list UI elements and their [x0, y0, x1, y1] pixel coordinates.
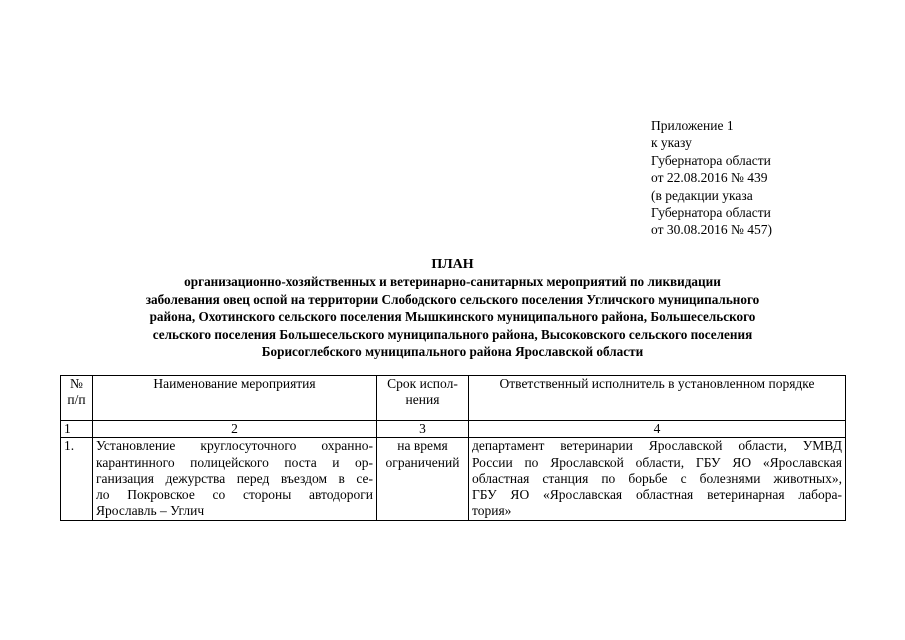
row-executor: [469, 438, 846, 520]
subtitle-line: района, Охотинского сельского поселения Мышкинского муниципального района, Большесельского: [149, 309, 756, 325]
row-term: [377, 438, 469, 520]
header-executor-text: Ответственный исполнитель в установленном порядке: [499, 376, 815, 391]
executor-line: ГБУ ЯО «Ярославская областная ветеринарная лабора-: [472, 487, 842, 503]
appendix-line: Губернатора области: [651, 152, 771, 168]
appendix-line: от 30.08.2016 № 457): [651, 222, 772, 238]
executor-line: областная станция по борьбе с болезнями животных»,: [472, 470, 842, 486]
plan-heading: ПЛАН: [431, 257, 474, 272]
appendix-line: от 22.08.2016 № 439: [651, 170, 768, 186]
header-term-line: нения: [405, 392, 440, 408]
appendix-line: Приложение 1: [651, 118, 734, 133]
executor-line: России по Ярославской области, ГБУ ЯО «Ярославская: [472, 454, 842, 470]
header-term-line: Срок испол-: [387, 376, 458, 391]
term-line: на время: [397, 438, 448, 454]
column-number: 4: [469, 421, 846, 438]
plan-table: [60, 375, 846, 521]
term-line: ограничений: [385, 454, 460, 470]
executor-line: департамент ветеринарии Ярославской области, УМВД: [472, 438, 842, 454]
row-activity: [93, 438, 377, 520]
header-num-line: №: [70, 376, 83, 391]
appendix-line: к указу: [651, 135, 692, 151]
appendix-line: (в редакции указа: [651, 187, 753, 203]
subtitle-line: сельского поселения Большесельского муниципального района, Высоковского сельского поселения: [152, 326, 753, 342]
activity-line: ганизация дежурства перед въездом в се-: [96, 470, 373, 486]
document-title: [60, 256, 845, 361]
header-name-text: Наименование мероприятия: [153, 376, 316, 391]
activity-line: Ярославль – Углич: [96, 503, 205, 519]
plan-subtitle: [60, 273, 845, 361]
activity-line: ло Покровское со стороны автодороги: [96, 487, 373, 503]
header-term: [377, 376, 469, 421]
appendix-line: Губернатора области: [651, 205, 771, 221]
column-number: 2: [93, 421, 377, 438]
subtitle-line: Борисоглебского муниципального района Ярославской области: [261, 344, 644, 360]
activity-line: Установление круглосуточного охранно-: [96, 438, 373, 454]
subtitle-line: заболевания овец оспой на территории Слободского сельского поселения Угличского муниципального: [145, 291, 760, 307]
table-row: [61, 438, 846, 520]
column-numbers-row: [61, 421, 846, 438]
header-name: [93, 376, 377, 421]
subtitle-line: организационно-хозяйственных и ветеринарно-санитарных мероприятий по ликвидации: [184, 274, 721, 289]
table-header-row: [61, 376, 846, 421]
executor-line: тория»: [472, 503, 512, 519]
header-num: [61, 376, 93, 421]
row-number: 1.: [61, 438, 93, 520]
column-number: 3: [377, 421, 469, 438]
header-executor: [469, 376, 846, 421]
header-num-line: п/п: [67, 392, 86, 408]
column-number: 1: [61, 421, 93, 438]
activity-line: карантинного полицейского поста и ор-: [96, 454, 373, 470]
appendix-note: [651, 117, 772, 239]
